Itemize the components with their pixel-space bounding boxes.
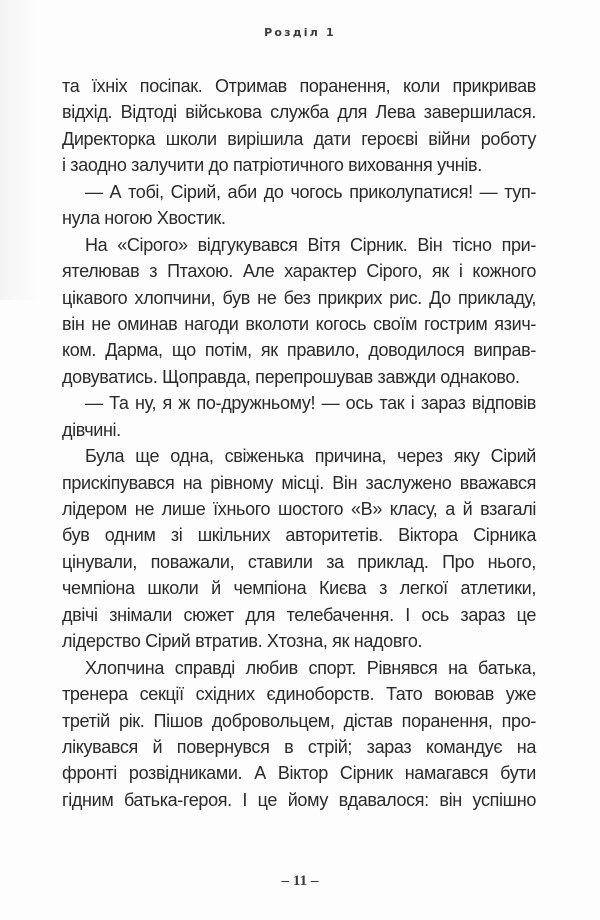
text-line: Була ще одна, свіженька причина, через яку Сірий <box>85 446 536 467</box>
scan-edge-shadow <box>0 0 40 300</box>
text-line: цікавого хлопчини, був не без прикрих рис. До прикладу, <box>62 287 536 308</box>
text-line: довуватись. Щоправда, перепрошував завжди однаково. <box>62 366 520 387</box>
text-line: ком. Дарма, що потім, як правило, доводилося виправ- <box>62 340 536 361</box>
text-line: відхід. Відтоді військова служба для Лева завершилася. <box>62 102 536 123</box>
text-line: чемпіона школи й чемпіона Києва з легкої атлетики, <box>62 578 536 599</box>
text-line: Хлопчина справді любив спорт. Рівнявся на батька, <box>85 657 536 678</box>
page-number: – 11 – <box>281 873 319 889</box>
text-line: цінували, поважали, ставили за приклад. Про нього, <box>62 551 536 572</box>
text-line: двічі знімали сюжет для телебачення. І ось зараз це <box>62 604 536 625</box>
text-line: фронті розвідниками. А Віктор Сірник намагався бути <box>62 763 536 784</box>
text-line: і заодно залучити до патріотичного виховання учнів. <box>62 155 482 176</box>
text-line: тренера секції східних єдиноборств. Тато воював уже <box>62 684 536 705</box>
text-line: — А тобі, Сірий, аби до чогось приколупатися! — туп- <box>85 181 536 202</box>
text-line: ятелював з Птахою. Але характер Сірого, як і кожного <box>62 261 536 282</box>
body-text <box>62 73 536 813</box>
text-line: він не оминав нагоди вколоти когось своїм гострим язич- <box>62 313 536 334</box>
text-line: був одним зі шкільних авторитетів. Віктора Сірника <box>62 525 536 546</box>
text-line: дівчині. <box>62 419 121 440</box>
text-line: гідним батька-героя. І це йому вдавалося: він успішно <box>62 789 536 810</box>
text-line: та їхніх посіпак. Отримав поранення, коли прикривав <box>62 76 536 96</box>
text-line: лідерство Сірий втратив. Хтозна, як надовго. <box>62 631 423 652</box>
text-line: прискіпувався на рівному місці. Він заслужено вважався <box>62 472 536 493</box>
text-line: — Та ну, я ж по-дружньому! — ось так і зараз відповів <box>85 393 536 414</box>
running-head: Розділ 1 <box>264 26 336 39</box>
text-line: лідером не лише їхнього шостого «В» класу, а й взагалі <box>62 499 536 519</box>
text-line: Директорка школи вирішила дати героєві війни роботу <box>62 128 536 149</box>
text-line: нула ногою Хвостик. <box>62 208 226 229</box>
text-line: На «Сірого» відгукувався Вітя Сірник. Він тісно при- <box>85 234 536 255</box>
text-line: третій рік. Пішов добровольцем, дістав поранення, про- <box>62 710 536 731</box>
text-line: лікувався й повернувся в стрій; зараз командує на <box>62 736 536 757</box>
